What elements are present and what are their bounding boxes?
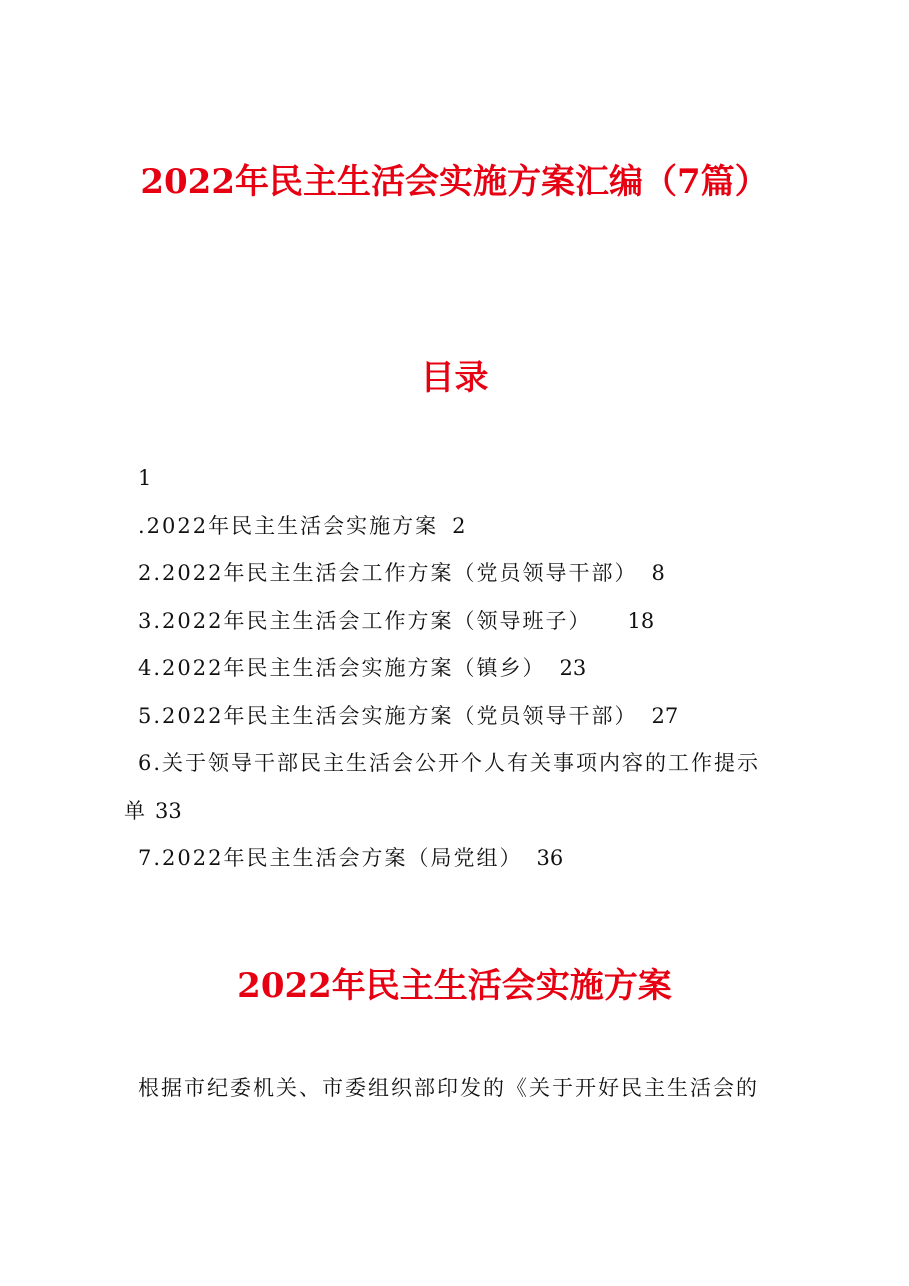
toc-entry[interactable] xyxy=(124,747,824,795)
document-title: 2022年民主生活会实施方案汇编（7篇） xyxy=(140,162,769,202)
toc-entry-text: 3.2022年民主生活会工作方案（领导班子） xyxy=(138,608,592,633)
toc-entry-text: 单 xyxy=(124,798,147,823)
section-title: 2022年民主生活会实施方案 xyxy=(237,966,672,1006)
toc-entry-page: 27 xyxy=(651,703,679,728)
toc-entry[interactable] xyxy=(124,557,824,605)
toc-entry[interactable] xyxy=(124,605,824,653)
toc-entry-text: 1 xyxy=(138,466,154,490)
toc-entry[interactable] xyxy=(124,510,824,558)
toc-entry[interactable] xyxy=(124,462,824,510)
toc-entry-text: 6.关于领导干部民主生活会公开个人有关事项内容的工作提示 xyxy=(138,751,761,775)
toc-heading: 目录 xyxy=(420,358,489,398)
body-paragraph: 根据市纪委机关、市委组织部印发的《关于开好民主生活会的 xyxy=(138,1076,759,1100)
toc-entry-text: .2022年民主生活会实施方案 xyxy=(138,513,439,538)
toc-entry-page: 33 xyxy=(155,798,182,823)
toc-entry-page: 23 xyxy=(559,656,587,680)
toc-entry[interactable] xyxy=(124,842,824,890)
toc-entry[interactable] xyxy=(124,700,824,748)
toc-entry-text: 7.2022年民主生活会方案（局党组） xyxy=(138,846,523,870)
toc-entry-text: 5.2022年民主生活会实施方案（党员领导干部） xyxy=(138,703,638,728)
toc-entry-page: 8 xyxy=(651,561,665,585)
toc-entry-page: 36 xyxy=(536,846,564,870)
toc-entry-page: 18 xyxy=(627,608,655,633)
table-of-contents xyxy=(124,462,824,890)
toc-entry-text: 2.2022年民主生活会工作方案（党员领导干部） xyxy=(138,561,638,585)
toc-entry-page: 2 xyxy=(452,513,466,538)
toc-entry-text: 4.2022年民主生活会实施方案（镇乡） xyxy=(138,656,546,680)
toc-entry[interactable] xyxy=(124,652,824,700)
toc-entry-continuation[interactable] xyxy=(124,795,824,843)
